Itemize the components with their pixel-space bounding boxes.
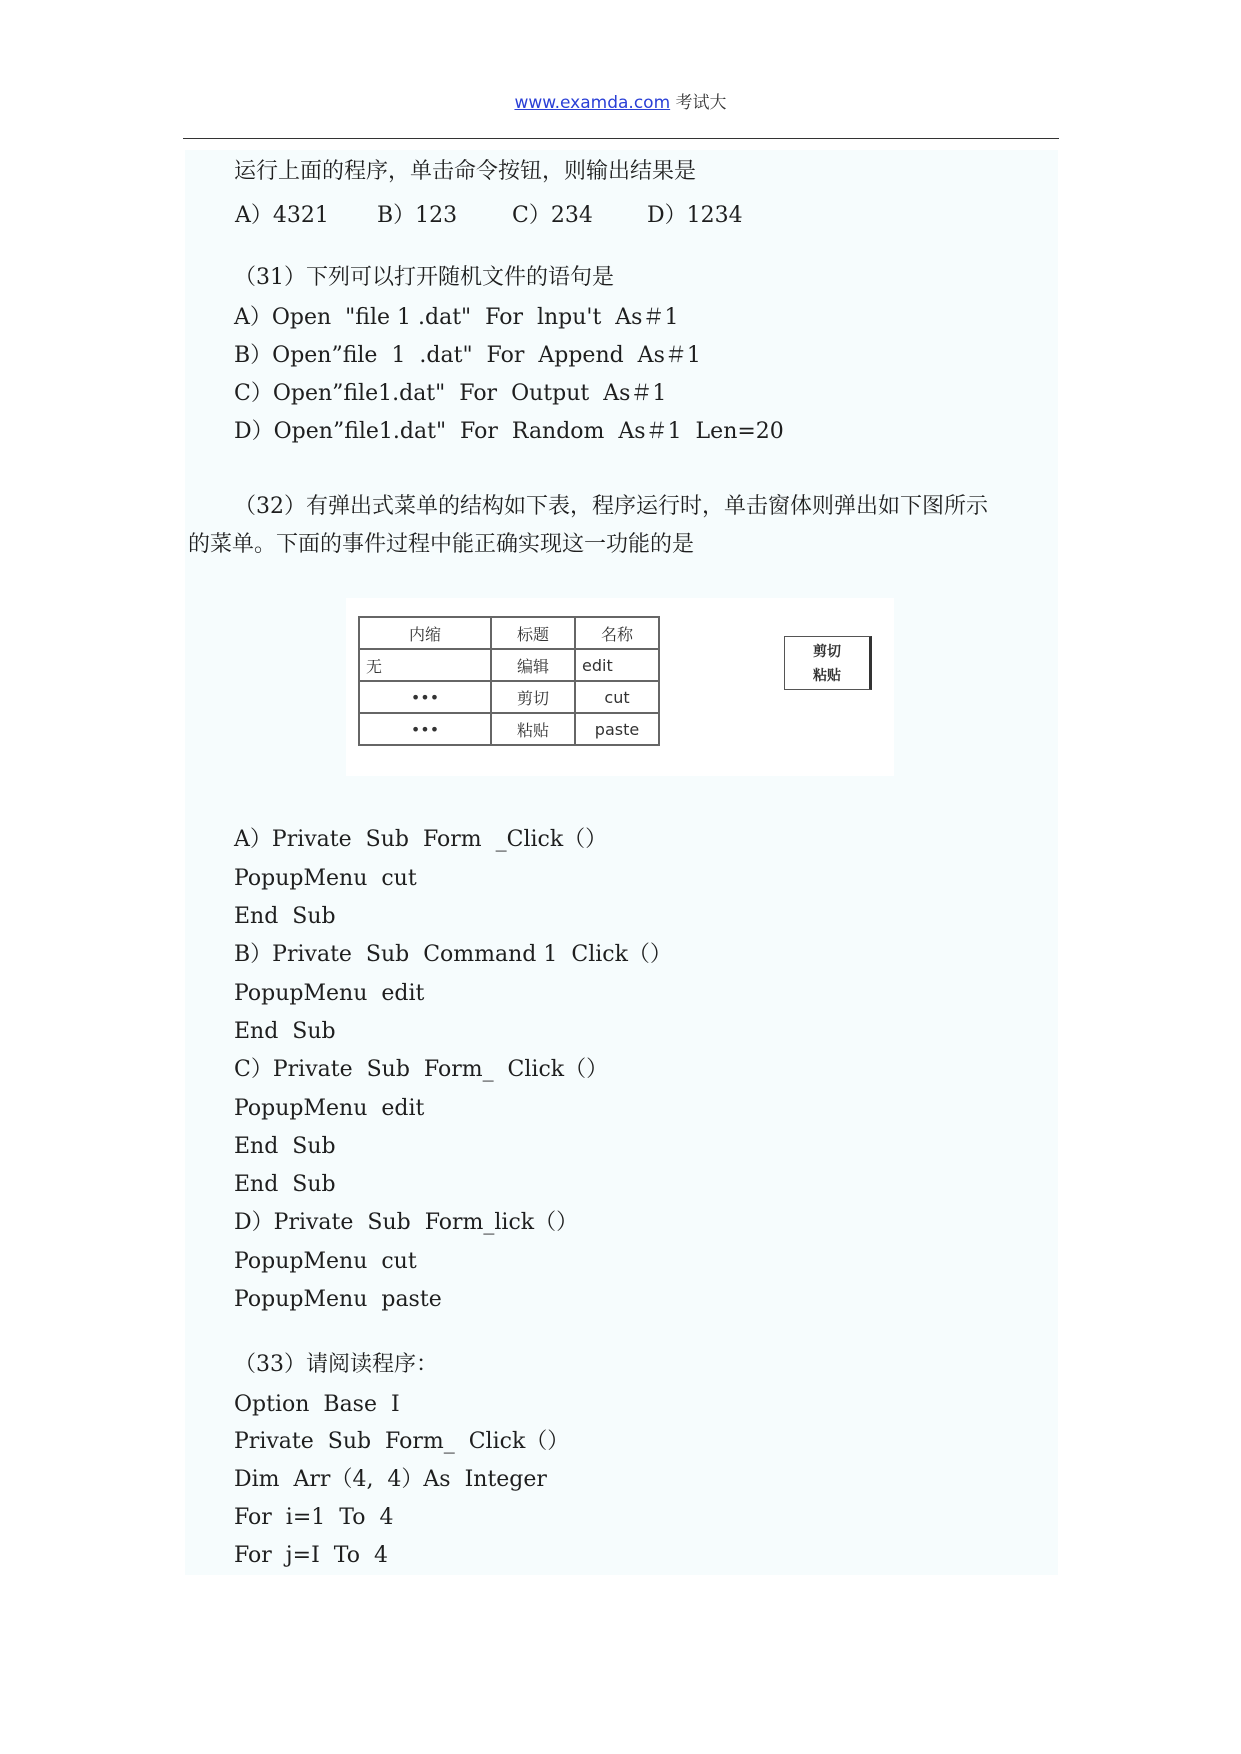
question-31-option-d: D）Open”file1.dat" For Random As＃1 Len=20: [234, 419, 784, 444]
question-32-option-c: C）Private Sub Form_ Click（）: [234, 1057, 609, 1082]
question-32-title: （32）有弹出式菜单的结构如下表，程序运行时，单击窗体则弹出如下图所示: [234, 494, 988, 519]
option-a: A）4321: [235, 203, 329, 228]
site-link[interactable]: www.examda.com: [514, 93, 671, 113]
code-line: PopupMenu edit: [234, 981, 425, 1006]
popup-item-paste: 粘贴: [813, 668, 841, 684]
code-line: PopupMenu cut: [234, 866, 417, 891]
question-31-option-c: C）Open”file1.dat" For Output As＃1: [234, 381, 667, 406]
table-header-cell: 名称: [575, 617, 659, 649]
code-line: End Sub: [234, 904, 336, 929]
code-line: End Sub: [234, 1134, 336, 1159]
code-line: Dim Arr（4, 4）As Integer: [234, 1467, 547, 1492]
site-name: 考试大: [675, 93, 727, 113]
table-cell: 剪切: [491, 681, 575, 713]
code-line: For j=I To 4: [234, 1543, 388, 1568]
option-b: B）123: [377, 203, 458, 228]
option-d: D）1234: [647, 203, 743, 228]
code-line: Private Sub Form_ Click（）: [234, 1429, 570, 1454]
question-32-option-a: A）Private Sub Form _Click（）: [234, 827, 608, 852]
option-c: C）234: [512, 203, 593, 228]
table-row: [359, 649, 659, 681]
table-cell: •••: [359, 681, 491, 713]
page-header: [0, 88, 1241, 113]
code-line: PopupMenu cut: [234, 1249, 417, 1274]
code-line: End Sub: [234, 1019, 336, 1044]
popup-item-cut: 剪切: [813, 644, 841, 660]
question-31-option-a: A）Open "file 1 .dat" For lnpu't As＃1: [234, 305, 679, 330]
table-cell: paste: [575, 713, 659, 745]
table-header-row: [359, 617, 659, 649]
question-33-title: （33）请阅读程序：: [234, 1352, 438, 1377]
table-header-cell: 标题: [491, 617, 575, 649]
table-row: [359, 681, 659, 713]
question-31-title: （31）下列可以打开随机文件的语句是: [234, 265, 614, 290]
table-cell: cut: [575, 681, 659, 713]
question-30-prompt: 运行上面的程序，单击命令按钮，则输出结果是: [234, 159, 697, 184]
code-line: Option Base I: [234, 1392, 400, 1417]
table-header-cell: 内缩: [359, 617, 491, 649]
question-32-option-b: B）Private Sub Command 1 Click（）: [234, 942, 672, 967]
question-31-option-b: B）Open”file 1 .dat" For Append As＃1: [234, 343, 701, 368]
question-32-title-cont: 的菜单。下面的事件过程中能正确实现这一功能的是: [188, 532, 695, 557]
code-line: End Sub: [234, 1172, 336, 1197]
question-32-option-d: D）Private Sub Form_lick（）: [234, 1210, 579, 1235]
table-row: [359, 713, 659, 745]
header-rule: [183, 138, 1059, 139]
popup-menu-illustration: [784, 636, 872, 690]
code-line: For i=1 To 4: [234, 1505, 394, 1530]
code-line: PopupMenu edit: [234, 1096, 425, 1121]
table-cell: •••: [359, 713, 491, 745]
table-cell: 编辑: [491, 649, 575, 681]
table-cell: edit: [575, 649, 659, 681]
menu-figure: [346, 598, 894, 776]
table-cell: 无: [359, 649, 491, 681]
code-line: PopupMenu paste: [234, 1287, 442, 1312]
menu-structure-table: [358, 616, 660, 746]
table-cell: 粘贴: [491, 713, 575, 745]
